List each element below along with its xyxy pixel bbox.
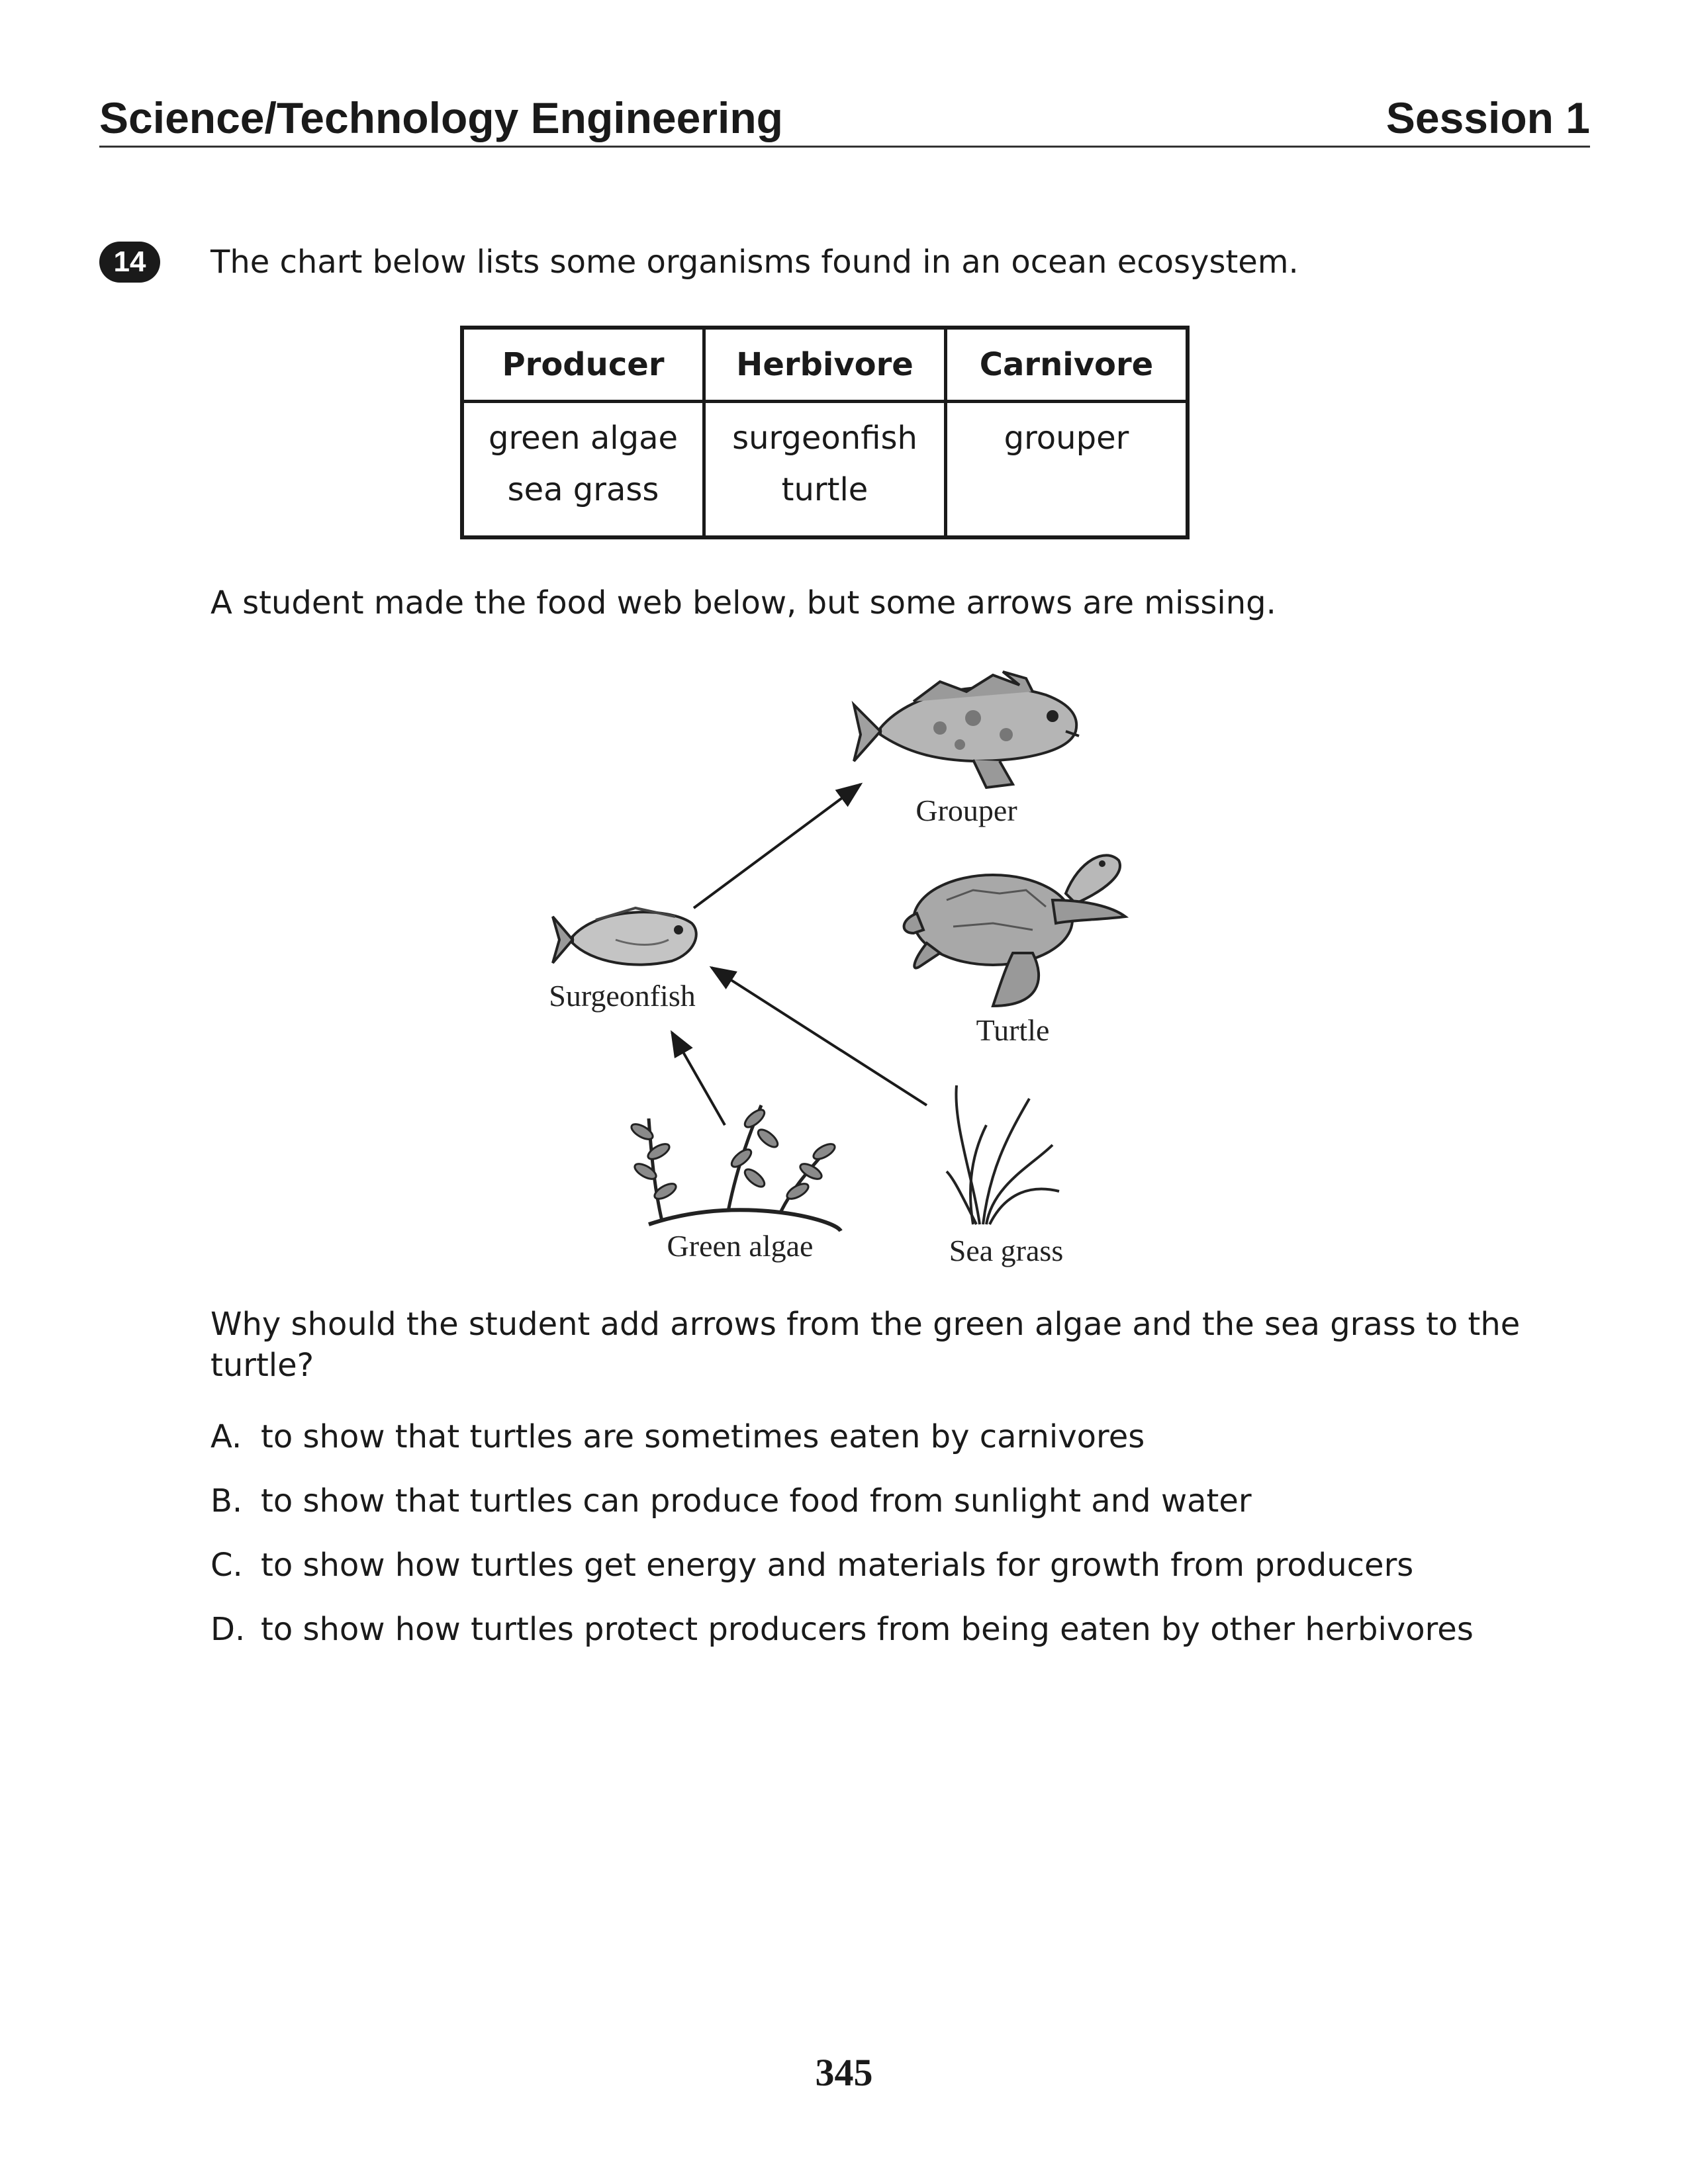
option-letter: D. xyxy=(211,1611,246,1648)
session-label: Session 1 xyxy=(1385,93,1590,142)
surgeonfish-icon xyxy=(553,908,696,965)
student-text: A student made the food web below, but some arrows are missing. xyxy=(211,584,1276,621)
chart-cell: green algae xyxy=(488,420,679,457)
option-text: to show how turtles protect producers from being eaten by other herbivores xyxy=(261,1611,1474,1648)
turtle-icon xyxy=(904,855,1125,1006)
option-letter: A. xyxy=(211,1418,242,1455)
answer-option-b[interactable] xyxy=(211,1480,1252,1522)
chart-header-herbivore: Herbivore xyxy=(704,328,946,402)
chart-cell: surgeonfish xyxy=(732,420,917,457)
page-header xyxy=(99,91,1590,148)
surgeonfish-label: Surgeonfish xyxy=(549,979,696,1013)
answer-option-d[interactable] xyxy=(211,1609,1474,1650)
grouper-label: Grouper xyxy=(915,794,1017,827)
answer-option-c[interactable] xyxy=(211,1545,1413,1586)
chart-header-producer: Producer xyxy=(462,328,704,402)
subject-title: Science/Technology Engineering xyxy=(99,93,783,142)
option-text: to show how turtles get energy and materials for growth from producers xyxy=(261,1547,1414,1584)
grouper-icon xyxy=(854,672,1079,788)
question-number-badge: 14 xyxy=(99,242,160,283)
sea-grass-icon xyxy=(947,1085,1059,1224)
chart-body-row xyxy=(462,402,1188,538)
chart-header-carnivore: Carnivore xyxy=(946,328,1188,402)
question-intro: The chart below lists some organisms found in an ocean ecosystem. xyxy=(211,244,1299,281)
sea-grass-label: Sea grass xyxy=(949,1234,1064,1267)
chart-cell: turtle xyxy=(781,471,868,508)
answer-option-a[interactable] xyxy=(211,1416,1145,1457)
arrow-seagrass-to-surgeonfish xyxy=(712,968,927,1105)
question-prompt: Why should the student add arrows from the green algae and the sea grass to the turtle? xyxy=(211,1306,1521,1384)
option-text: to show that turtles can produce food from sunlight and water xyxy=(261,1482,1252,1520)
green-algae-label: Green algae xyxy=(667,1229,814,1263)
option-letter: B. xyxy=(211,1482,243,1520)
turtle-label: Turtle xyxy=(976,1013,1050,1047)
chart-cell: grouper xyxy=(1004,420,1129,457)
arrow-algae-to-surgeonfish xyxy=(672,1032,725,1125)
chart-cell-herbivores xyxy=(704,402,946,538)
chart-cell-producers xyxy=(462,402,704,538)
chart-cell: sea grass xyxy=(507,471,659,508)
green-algae-icon xyxy=(629,1105,841,1231)
page-number: 345 xyxy=(815,2051,873,2094)
arrow-surgeonfish-to-grouper xyxy=(694,784,861,908)
chart-cell-carnivores xyxy=(946,402,1188,538)
chart-header-row xyxy=(462,328,1188,402)
option-letter: C. xyxy=(211,1547,243,1584)
option-text: to show that turtles are sometimes eaten by carnivores xyxy=(261,1418,1145,1455)
organism-chart xyxy=(460,326,1190,539)
